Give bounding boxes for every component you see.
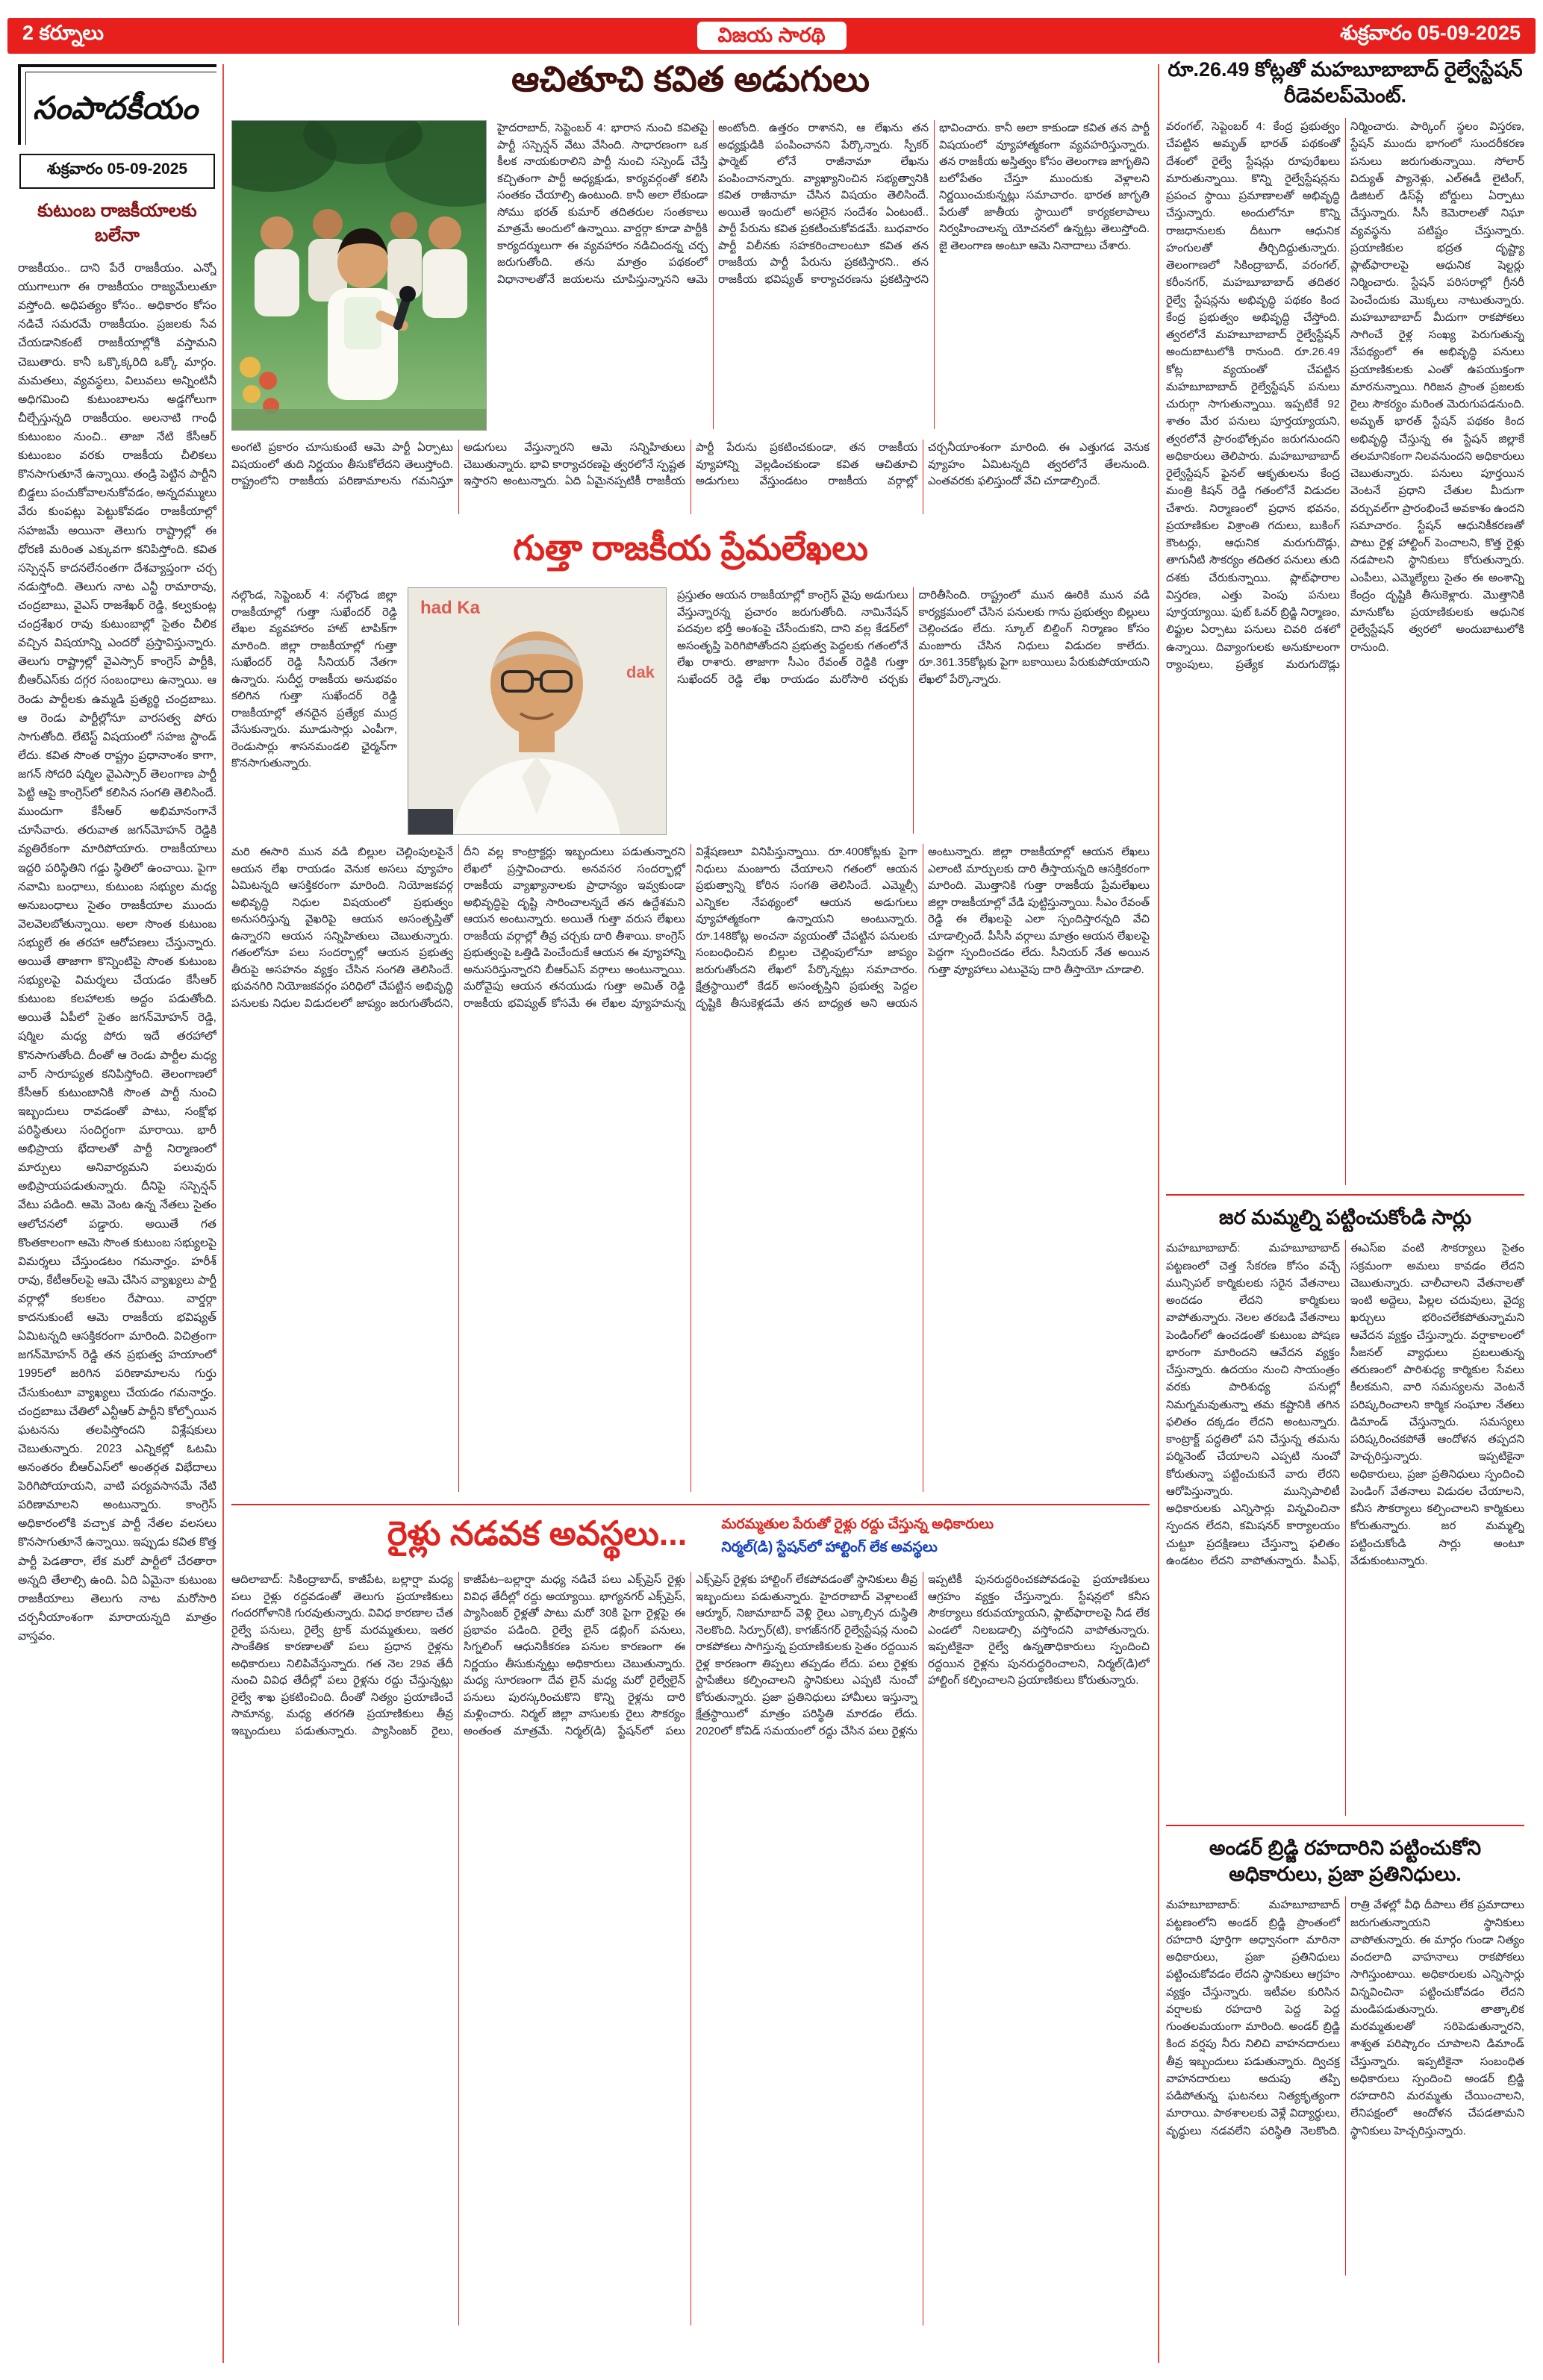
microphone-shape [408,809,453,834]
third-body: ఆదిలాబాద్: సికింద్రాబాద్, కాజీపేట, బల్లార్షా మధ్య పలు రైళ్లు రద్దవడంతో తెలుగు ప్రయాణికులు గందరగోళానికి గురవుతున్నారు. వివిధ కారణాల చేత రైల్వే పనులు, రైల్వే ట్రాక్ మరమ్మతులు, ఇతర సాంకేతిక కారణాలతో పలు ప్రధాన రైళ్లను అధికారులు నిలిపివేస్తున్నారు. గత నెల 29వ తేదీ నుంచి వివిధ తేదీల్లో పలు రైళ్లను రద్దు చేస్తున్నట్లు రైల్వే శాఖ ప్రకటించింది. దీంతో నిత్యం ప్రయాణించే సామాన్య, మధ్య తరగతి ప్రయాణికులు తీవ్ర ఇబ్బందులు పడుతున్నారు. ప్యాసింజర్ రైలు, కాజీపేట–బల్లార్షా మధ్య నడిచే పలు ఎక్స్‌ప్రెస్ రైళ్లు వివిధ తేదీల్లో రద్దు అయ్యాయి. భాగ్యనగర్ ఎక్స్‌ప్రెస్, ప్యాసింజర్ రైళ్లతో పాటు మరో 30కి పైగా రైళ్లపై ఈ ప్రభావం పడింది. రైల్వే లైన్ డబ్లింగ్ పనులు, సిగ్నలింగ్ ఆధునికీకరణ పనుల కారణంగా ఈ నిర్ణయం తీసుకున్నట్లు అధికారులు చెబుతున్నారు. మధ్య సూరణంగా దేవ లైన్ మధ్య మరో రైల్వేలైన్ పనులు పురస్కరించుకొని కొన్ని రైళ్లను దారి మళ్లించారు. నిర్మల్ జిల్లా వాసులకు రైలు సౌకర్యం అంతంత మాత్రమే. నిర్మల్(డి) స్టేషన్‌లో పలు ఎక్స్‌ప్రెస్ రైళ్లకు హాల్టింగ్ లేకపోవడంతో స్థానికులు తీవ్ర ఇబ్బందులు పడుతున్నారు. హైదరాబాద్ వెళ్లాలంటే ఆర్మూర్, నిజామాబాద్ వెళ్లి రైలు ఎక్కాల్సిన దుస్థితి నెలకొంది. సిర్పూర్(టి), కాగజ్‌నగర్ రైల్వేస్టేషన్ల నుంచి రాకపోకలు సాగిస్తున్న ప్రయాణికులకు సైతం రద్దయిన రైళ్ల కారణంగా తిప్పలు తప్పడం లేదు. పలు రైళ్లకు స్టాపేజీలు కల్పించాలని స్థానికులు ఎప్పటి నుంచో కోరుతున్నారు. ప్రజా ప్రతినిధులు హామీలు ఇస్తున్నా క్షేత్రస్థాయిలో మాత్రం పరిస్థితి మారడం లేదు. 2020లో కోవిడ్ సమయంలో రద్దు చేసిన పలు రైళ్లను ఇప్పటికీ పునరుద్ధరించకపోవడంపై ప్రయాణికులు ఆగ్రహం వ్యక్తం చేస్తున్నారు. స్టేషన్లలో కనీస సౌకర్యాలు కరువయ్యాయని, ఫ్లాట్‌ఫారాలపై నీడ లేక ఎండలో నిలబడాల్సి వస్తోందని వాపోతున్నారు. ఇప్పటికైనా రైల్వే ఉన్నతాధికారులు స్పందించి రద్దయిన రైళ్లను పునరుద్ధరించాలని, నిర్మల్(డి)లో హాల్టింగ్ కల్పించాలని ప్రయాణికులు కోరుతున్నారు. [231,1573,1150,1737]
third-subhead-line2: నిర్మల్(డి) స్టేషన్‌లో హాల్టింగ్ లేక అవస్థలు [721,1540,938,1555]
second-photo [408,587,667,835]
second-body-mid: ప్రస్తుతం ఆయన రాజకీయాల్లో కాంగ్రెస్ వైపు అడుగులు వేస్తున్నారన్న ప్రచారం జరుగుతోంది. నామినేషన్ పదవుల భర్తీ అంశంపై చేసేందుకని, దాని వల్ల కేడర్‌లో అసంతృప్తి పెరిగిపోతోందని ప్రభుత్వ పెద్దలకు గతంలోనే లేఖ రాశారు. తాజాగా సీఎం రేవంత్ రెడ్డికి గుత్తా సుఖేందర్ రెడ్డి లేఖ రాయడం మరోసారి చర్చకు దారితీసింది. రాష్ట్రంలో మున ఊరికి మున వడి కార్యక్రమంలో చేసిన పనులకు గాను ప్రభుత్వం బిల్లులు చెల్లించడం లేదు. స్కూల్ బిల్డింగ్ నిర్మాణం కోసం మంజూరు చేసిన నిధులు విడుదల కాలేదు. రూ.361.35కోట్లకు పైగా బకాయిలు పేరుకుపోయాయని లేఖలో పేర్కొన్నారు. [677,589,1150,686]
second-body-rest: మరి ఈసారి మున వడి బిల్లుల చెల్లింపులపైనే ఆయన లేఖ రాయడం వెనుక అసలు వ్యూహం ఏమిటన్నది ఆసక్తికరంగా మారింది. నియోజకవర్గ అభివృద్ధి నిధుల విషయంలో ప్రభుత్వం అనుసరిస్తున్న వైఖరిపై ఆయన అసంతృప్తితో ఉన్నారని ఆయన సన్నిహితులు చెబుతున్నారు. గతంలోనూ పలు సందర్భాల్లో ఆయన ప్రభుత్వ తీరుపై అసహనం వ్యక్తం చేసిన సంగతి తెలిసిందే. భువనగిరి నియోజకవర్గం పరిధిలో చేపట్టిన అభివృద్ధి పనులకు నిధుల విడుదలలో జాప్యం జరుగుతోందని, దీని వల్ల కాంట్రాక్టర్లు ఇబ్బందులు పడుతున్నారని లేఖలో ప్రస్తావించారు. అనవసర సందర్భాల్లో రాజకీయ వ్యాఖ్యానాలకు ప్రాధాన్యం ఇవ్వకుండా అభివృద్ధిపై దృష్టి సారించాలన్నదే తన ఉద్దేశమని ఆయన అంటున్నారు. అయితే గుత్తా వరుస లేఖలు రాజకీయ వర్గాల్లో తీవ్ర చర్చకు దారి తీశాయి. కాంగ్రెస్ ప్రభుత్వంపై ఒత్తిడి పెంచేందుకే ఆయన ఈ వ్యూహాన్ని అనుసరిస్తున్నారని బీఆర్ఎస్ వర్గాలు అంటున్నాయి. మరోవైపు ఆయన తనయుడు గుత్తా అమిత్ రెడ్డి రాజకీయ భవిష్యత్ కోసమే ఈ లేఖల వ్యూహమన్న విశ్లేషణలూ వినిపిస్తున్నాయి. రూ.400కోట్లకు పైగా నిధులు మంజూరు చేయాలని గతంలో ఆయన ప్రభుత్వాన్ని కోరిన సంగతి తెలిసిందే. ఎమ్మెల్సీ ఎన్నికల నేపథ్యంలో ఆయన అడుగులు వ్యూహాత్మకంగా ఉన్నాయని అంటున్నారు. రూ.148కోట్ల అంచనా వ్యయంతో చేపట్టిన పనులకు సంబంధించిన బిల్లుల చెల్లింపులోనూ జాప్యం జరుగుతోందని లేఖలో పేర్కొన్నట్లు సమాచారం. క్షేత్రస్థాయిలో కేడర్ అసంతృప్తిని ప్రభుత్వ పెద్దల దృష్టికి తీసుకెళ్లడమే తన బాధ్యత అని ఆయన అంటున్నారు. జిల్లా రాజకీయాల్లో ఆయన లేఖలు ఎలాంటి మార్పులకు దారి తీస్తాయన్నది ఆసక్తికరంగా మారింది. మొత్తానికి గుత్తా రాజకీయ ప్రేమలేఖలు జిల్లా రాజకీయాల్లో వేడి పుట్టిస్తున్నాయి. సీఎం రేవంత్ రెడ్డి ఈ లేఖలపై ఎలా స్పందిస్తారన్నది వేచి చూడాల్సిందే. పీసీసీ వర్గాలు మాత్రం ఆయన లేఖలపై పెద్దగా స్పందించడం లేదు. సీనియర్ నేత అయిన గుత్తా వ్యూహాలు ఎటువైపు దారి తీస్తాయో చూడాలి. [231,846,1150,1010]
section-divider [1166,1825,1524,1826]
second-article [231,528,1150,1492]
right1-body: వరంగల్, సెప్టెంబర్ 4: కేంద్ర ప్రభుత్వం చేపట్టిన అమృత్ భారత్ పథకంతో దేశంలో రైల్వే స్టేషన్లు రూపురేఖలు మారుతున్నాయి. కొన్ని రైల్వేస్టేషన్లను ప్రపంచ స్థాయి ప్రమాణాలతో అభివృద్ధి చేస్తున్నారు. అందులోనూ కొన్ని రాజధానులకు దీటుగా ఆధునిక హంగులతో తీర్చిదిద్దుతున్నారు. తెలంగాణలో సికింద్రాబాద్, వరంగల్, కరీంనగర్, మహబూబాబాద్ తదితర రైల్వే స్టేషన్లను అభివృద్ధి పథకం కింద కేంద్ర ప్రభుత్వం అభివృద్ధి చేస్తోంది. త్వరలోనే మహబూబాబాద్ రైల్వేస్టేషన్ అందుబాటులోకి రానుంది. రూ.26.49 కోట్ల వ్యయంతో చేపట్టిన మహబూబాబాద్ రైల్వేస్టేషన్ పనులు చురుగ్గా సాగుతున్నాయి. ఇప్పటికే 92 శాతం మేర పనులు పూర్తయ్యాయని, త్వరలోనే ప్రారంభోత్సవం జరుగనుందని అధికారులు తెలిపారు. మహబూబాబాద్ రైల్వేస్టేషన్ ఫైనల్ ఆకృతులను కేంద్ర మంత్రి కిషన్ రెడ్డి గతంలోనే విడుదల చేశారు. నిర్మాణంలో ప్రధాన భవనం, ప్రయాణికుల విశ్రాంతి గదులు, బుకింగ్ కౌంటర్లు, ఆధునిక మరుగుదొడ్లు, తాగునీటి సౌకర్యం తదితర పనులు తుది దశకు చేరుకున్నాయి. ప్లాట్‌ఫారాల విస్తరణ, ఎత్తు పెంపు పనులు పూర్తయ్యాయి. ఫుట్ ఓవర్ బ్రిడ్జి నిర్మాణం, లిఫ్టుల ఏర్పాటు పనులు చివరి దశలో ఉన్నాయి. దివ్యాంగులకు అనుకూలంగా ర్యాంపులు, ప్రత్యేక మరుగుదొడ్లు నిర్మించారు. పార్కింగ్ స్థలం విస్తరణ, స్టేషన్ ముందు భాగంలో సుందరీకరణ పనులు జరుగుతున్నాయి. సోలార్ విద్యుత్ ప్యానెళ్లు, ఎల్ఈడీ లైటింగ్, డిజిటల్ డిస్‌ప్లే బోర్డులు ఏర్పాటు చేస్తున్నారు. సీసీ కెమెరాలతో నిఘా వ్యవస్థను పటిష్టం చేస్తున్నారు. ప్రయాణికుల భద్రత దృష్ట్యా ప్లాట్‌ఫారాలపై ఆధునిక షెల్టర్లు నిర్మించారు. స్టేషన్ పరిసరాల్లో గ్రీనరీ పెంచేందుకు మొక్కలు నాటుతున్నారు. మహబూబాబాద్ మీదుగా రాకపోకలు సాగించే రైళ్ల సంఖ్య పెరుగుతున్న నేపథ్యంలో ఈ అభివృద్ధి పనులు ప్రయాణికులకు ఎంతో ఉపయుక్తంగా మారనున్నాయి. గిరిజన ప్రాంత ప్రజలకు రైలు సౌకర్యం మరింత మెరుగుపడనుంది. అమృత్ భారత్ స్టేషన్ పథకం కింద అభివృద్ధి చేస్తున్న ఈ స్టేషన్ జిల్లాకే తలమానికంగా నిలవనుందని అధికారులు చెబుతున్నారు. పనులు పూర్తయిన వెంటనే ప్రధాని చేతుల మీదుగా వర్చువల్‌గా ప్రారంభించే అవకాశం ఉందని సమాచారం. స్టేషన్ ఆధునికీకరణతో పాటు రైళ్ల హాల్టింగ్ పెంచాలని, కొత్త రైళ్లు నడపాలని స్థానికులు కోరుతున్నారు. ఎంపీలు, ఎమ్మెల్యేలు సైతం ఈ అంశాన్ని కేంద్రం దృష్టికి తీసుకెళ్లారు. మొత్తానికి మానుకోట ప్రయాణికులకు ఆధునిక రైల్వేస్టేషన్ త్వరలో అందుబాటులోకి రానుంది. [1166,120,1524,671]
right-article-3 [1166,1835,1524,2276]
editorial-date-box: శుక్రవారం 05-09-2025 [19,154,215,189]
lead-body-rest: అంగటి ప్రకారం చూసుకుంటే ఆమె పార్టీ ఏర్పాటు విషయంలో తుది నిర్ణయం తీసుకోలేదని తెలుస్తోంది. రాష్ట్రంలోని రాజకీయ పరిణామాలను గమనిస్తూ అడుగులు వేస్తున్నారని ఆమె సన్నిహితులు చెబుతున్నారు. భావి కార్యాచరణపై త్వరలోనే స్పష్టత ఇస్తారని అంటున్నారు. ఏది ఏమైనప్పటికీ రాజకీయ పార్టీ పేరును ప్రకటించకుండా, తన రాజకీయ వ్యూహాన్ని వెల్లడించకుండా కవిత ఆచితూచి అడుగులు వేస్తుండటం రాజకీయ వర్గాల్లో చర్చనీయాంశంగా మారింది. ఈ ఎత్తుగడ వెనుక వ్యూహం ఏమిటన్నది త్వరలోనే తేలనుంది. ఎంతవరకు ఫలిస్తుందో వేచి చూడాల్సిందే. [231,441,1150,487]
right1-headline: రూ.26.49 కోట్లతో మహబూబాబాద్ రైల్వేస్టేషన్ రీడెవలప్‌మెంట్. [1168,58,1523,107]
third-subhead [721,1517,994,1559]
third-subhead-line1: మరమ్మతుల పేరుతో రైళ్లు రద్దు చేస్తున్న అధికారులు [721,1517,994,1532]
lead-body-top: హైదరాబాద్, సెప్టెంబర్ 4: భారాస నుంచి కవితపై పార్టీ సస్పెన్షన్ వేటు వేసింది. సాధారణంగా ఒక కీలక నాయకురాలిని పార్టీ నుంచి సస్పెండ్ చేస్తే కచ్చితంగా పార్టీ అధ్యక్షుడు, కార్యవర్గంతో కలిసి సంతకం చేయాల్సి ఉంటుంది. కానీ అలా లేకుండా సోము భరత్ కుమార్ తదితరుల సంతకాలు మాత్రమే అందులో ఉన్నాయి. వార్డర్గా కూడా పార్టీకి కార్యదర్శులుగా ఈ వ్యవహారం నడిచిందన్న చర్చ జరుగుతోంది. తను మాత్రం పథకంలో విధానాలతోనే జయలను చూపిస్తున్నానని ఆమె అంటోంది. ఉత్తరం రాశానని, ఆ లేఖను తన అధ్యక్షుడికి పంపించానని పేర్కొన్నారు. స్పీకర్ ఫార్మెట్ లోనే రాజీనామా లేఖను పంపించానన్నారు. వ్యాఖ్యానించిన సభ్యత్వానికి కవిత రాజీనామా చేసిన విషయం తెలిసిందే. అయితే ఇందులో అసలైన సందేశం ఏంటంటే.. పార్టీ పేరును కవిత ప్రకటించుకోవడమే. బుధవారం పార్టీ విలీనకు సహకరించాలంటూ కవిత తన రాజకీయ పార్టీ పేరును ప్రకటిస్తారని.. తన రాజకీయ భవిష్యత్ కార్యాచరణను ప్రకటిస్తారని భావించారు. కానీ అలా కాకుండా కవిత తన పార్టీ విషయంలో వ్యూహాత్మకంగా వ్యవహరిస్తున్నారు. తన రాజకీయ అస్తిత్వం కోసం తెలంగాణ జాగృతిని బలోపేతం చేస్తూ ముందుకు వెళ్లాలని నిర్ణయించుకున్నట్లు సమాచారం. భారత జాగృతి పేరుతో జాతీయ స్థాయిలో కార్యకలాపాలు నిర్వహించాలన్న యోచనలో ఉన్నట్లు తెలుస్తోంది. జై తెలంగాణ అంటూ ఆమె నినాదాలు చేశారు. [497,122,1150,286]
editorial-headline: కుటుంబ రాజకీయాలకు బలేనా [37,201,197,246]
politician-portrait-illustration [408,588,666,834]
column-divider-left [222,64,224,2363]
column-divider-right [1158,64,1159,2363]
masthead-bar [7,18,1536,54]
right-article-1 [1166,57,1524,1185]
page-number-label: 2 కర్నూలు [22,22,105,44]
second-body-left: నల్గొండ, సెప్టెంబర్ 4: నల్గొండ జిల్లా రాజకీయాల్లో గుత్తా సుఖేందర్ రెడ్డి లేఖల వ్యవహారం హాట్ టాపిక్‌గా మారింది. జిల్లా రాజకీయాల్లో గుత్తా సుఖేందర్ రెడ్డి సీనియర్ నేతగా ఉన్నారు. సుదీర్ఘ రాజకీయ అనుభవం కలిగిన గుత్తా సుఖేందర్ రెడ్డి రాజకీయాల్లో తనదైన ప్రత్యేక ముద్ర వేసుకున్నారు. మూడుసార్లు ఎంపీగా, రెండుసార్లు శాసనమండలి ఛైర్మన్‌గా కొనసాగుతున్నారు. [231,589,397,769]
banner-text-fragment-2: dak [626,663,655,681]
right3-body: మహబూబాబాద్: మహబూబాబాద్ పట్టణంలోని అండర్ బ్రిడ్జి ప్రాంతంలో రహదారి పూర్తిగా అధ్వానంగా మారినా అధికారులు, ప్రజా ప్రతినిధులు పట్టించుకోవడం లేదని స్థానికులు ఆగ్రహం వ్యక్తం చేస్తున్నారు. ఇటీవల కురిసిన వర్షాలకు రహదారి పెద్ద పెద్ద గుంతలమయంగా మారింది. అండర్ బ్రిడ్జి కింద వర్షపు నీరు నిలిచి వాహనదారులు తీవ్ర ఇబ్బందులు పడుతున్నారు. ద్విచక్ర వాహనదారులు అదుపు తప్పి పడిపోతున్న ఘటనలు నిత్యకృత్యంగా మారాయి. పాఠశాలలకు వెళ్లే విద్యార్థులు, వృద్ధులు నడవలేని పరిస్థితి నెలకొంది. రాత్రి వేళల్లో వీధి దీపాలు లేక ప్రమాదాలు జరుగుతున్నాయని స్థానికులు వాపోతున్నారు. ఈ మార్గం గుండా నిత్యం వందలాది వాహనాలు రాకపోకలు సాగిస్తుంటాయి. అధికారులకు ఎన్నిసార్లు విన్నవించినా పట్టించుకోవడం లేదని మండిపడుతున్నారు. తాత్కాలిక మరమ్మతులతో సరిపెడుతున్నారని, శాశ్వత పరిష్కారం చూపాలని డిమాండ్ చేస్తున్నారు. ఇప్పటికైనా సంబంధిత అధికారులు స్పందించి అండర్ బ్రిడ్జి రహదారిని మరమ్మతు చేయించాలని, లేనిపక్షంలో ఆందోళన చేపడతామని స్థానికులు హెచ్చరిస్తున్నారు. [1166,1899,1524,2137]
center-section [231,57,1150,2326]
lead-headline: ఆచితూచి కవిత అడుగులు [511,59,870,99]
paper-name-badge: విజయ సారథి [696,22,846,49]
section-divider [1166,1194,1524,1196]
right2-headline: జర మమ్మల్ని పట్టించుకోండి సార్లు [1218,1206,1472,1229]
editorial-column [18,64,216,2367]
third-headline: రైళ్లు నడవక అవస్థలు... [387,1514,688,1552]
right-section [1166,57,1524,2276]
second-headline: గుత్తా రాజకీయ ప్రేమలేఖలు [513,528,868,567]
editorial-body: రాజకీయం.. దాని పేరే రాజకీయం. ఎన్నో యుగాలుగా ఈ రాజకీయం రాజ్యమేలుతూ వస్తోంది. అధిపత్యం కోసం.. అధికారం కోసం నడిచే సమరమే రాజకీయం. ప్రజలకు సేవ చేయడానికంటే రాజకీయాల్లోకి వస్తామని చెబుతారు. కానీ ఒక్కొక్కరిది ఒక్కో మార్గం. మమతలు, వ్యవస్థలు, విలువలు అన్నింటినీ అధిగమించి కుటుంబాలను అడ్డగోలుగా చీల్చేస్తున్నది రాజకీయం. అలనాటి గాంధీ కుటుంబం నుంచి.. తాజా నేటి కేసీఆర్ కుటుంబం వరకు రాజకీయ చీలికలు కొనసాగుతూనే ఉన్నాయి. తండ్రి పెట్టిన పార్టీని బిడ్డలు పంచుకోవాలనుకోవడం, అన్నదమ్ములు వేరు కుంపట్లు పెట్టుకోవడం రాజకీయాల్లో సహజమే అయినా తెలుగు రాష్ట్రాల్లో ఈ ధోరణి మరింత ఎక్కువగా కనిపిస్తోంది. కవిత సస్పెన్షన్ కాదనలేనంతగా దేశవ్యాప్తంగా చర్చ నడుస్తోంది. తెలుగు నాట ఎన్టీ రామారావు, చంద్రబాబు, వైఎస్ రాజశేఖర్ రెడ్డి, కల్వకుంట్ల చంద్రశేఖర రావు కుటుంబాల్లో సైతం చీలిక వచ్చిన విషయాన్ని ఎందరో ప్రస్తావిస్తున్నారు. తెలుగు రాష్ట్రాల్లో వైఎస్సార్ కాంగ్రెస్ పార్టీకి, బీఆర్ఎస్‌కు దగ్గర సంబంధాలు ఉన్నాయి. ఆ రెండు పార్టీలకు ఉమ్మడి ప్రత్యర్థి చంద్రబాబు. ఆ రెండు పార్టీల్లోనూ వారసత్వ పోరు సాగుతోంది. లేటెస్ట్ విషయంలో సహజ స్టాండ్ లేదు. కవిత సొంత రాష్ట్రం ప్రధానాంశం కాగా, జగన్ సోదరి షర్మిల వైఎస్సార్ తెలంగాణ పార్టీ పెట్టి ఆపై కాంగ్రెస్‌లో కలిసిన సంగతి తెలిసిందే. ముందుగా కేసీఆర్ అభిమానంగానే చూసేవారు. తరువాత జగన్‌మోహన్ రెడ్డికి వ్యతిరేకంగా మారిపోయారు. రాజకీయాలు ఇద్దరి పరిస్థితిని గడ్డు స్థితిలో ఉంచాయి. పైగా నవామి బంధాలు, కుటుంబ సభ్యుల మధ్య అనుబంధాలు సైతం రాజకీయాల ముందు వెలవెలబోతున్నాయి. అలా సొంత కుటుంబ సభ్యులే ఈ తరహా ఆరోపణలు చేస్తున్నారు. అయితే తాజాగా కొన్నింటిపై సొంత కుటుంబ సభ్యులపై విమర్శలు చేయడం కేసీఆర్ కుటుంబ కలహాలకు అద్దం పడుతోంది. అయితే ఏపీలో సైతం జగన్‌మోహన్ రెడ్డి, షర్మిల మధ్య పోరు ఇదే తరహాలో కొనసాగుతోంది. దీంతో ఆ రెండు పార్టీల మధ్య వార్ సారూప్యత కనిపిస్తోంది. తెలంగాణలో కేసీఆర్ కుటుంబానికి సొంత పార్టీ నుంచి ఇబ్బందులు రావడంతో పాటు, సంక్షోభ పరిస్థితులు సందిగ్ధంగా మారాయి. భారీ అభిప్రాయ భేదాలతో పార్టీ నిర్మాణంలో మార్పులు అనివార్యమని పలువురు అభిప్రాయపడుతున్నారు. దీనిపై సస్పెన్షన్ వేటు పడింది. ఆమె వెంట ఉన్న నేతలు సైతం ఆలోచనలో పడ్డారు. అయితే గత కొంతకాలంగా ఆమె సొంత కుటుంబ సభ్యులపై విమర్శలు చేస్తుండటం గమనార్హం. హరీశ్ రావు, కేటీఆర్‌లపై ఆమె చేసిన వ్యాఖ్యలు పార్టీ వర్గాల్లో కలకలం రేపాయి. వార్డర్గా కాదనుకుంటే ఆమె రాజకీయ భవిష్యత్ ఏమిటన్నది ఆసక్తికరంగా మారింది. విచిత్రంగా జగన్‌మోహన్ రెడ్డి తన ప్రభుత్వ హయాంలో 1995లో జరిగిన పరిణామాలను గుర్తు చేసుకుంటూ వ్యాఖ్యలు చేయడం గమనార్హం. చంద్రబాబు చేతిలో ఎన్టీఆర్ పార్టీని కోల్పోయిన ఘటనను తలపిస్తోందని విశ్లేషకులు చెబుతున్నారు. 2023 ఎన్నికల్లో ఓటమి అనంతరం బీఆర్ఎస్‌లో అంతర్గత విభేదాలు పెరిగిపోయాయని, వాటి పర్యవసానమే నేటి పరిణామాలని అంటున్నారు. కాంగ్రెస్ అధికారంలోకి వచ్చాక పార్టీ నేతల వలసలు కొనసాగుతూనే ఉన్నాయి. ఇప్పుడు కవిత కొత్త పార్టీ పెడతారా, లేక మరో పార్టీలో చేరతారా అన్నది తేలాల్సి ఉంది. ఏది ఏమైనా కుటుంబ రాజకీయాలు తెలుగు నాట మరోసారి చర్చనీయాంశంగా మారాయన్నది మాత్రం వాస్తవం. [18,262,216,1643]
third-article [231,1504,1150,2326]
press-conference-illustration [232,121,486,430]
editorial-section-title: సంపాదకీయం [18,64,216,145]
right3-headline: అండర్ బ్రిడ్జి రహదారిని పట్టించుకోని అధికారులు, ప్రజా ప్రతినిధులు. [1209,1837,1482,1886]
right-article-2 [1166,1205,1524,1816]
right2-body: మహబూబాబాద్: మహబూబాబాద్ పట్టణంలో చెత్త సేకరణ కోసం వచ్చే మున్సిపల్ కార్మికులకు సరైన వేతనాలు అందడం లేదని కార్మికులు వాపోతున్నారు. నెలల తరబడి వేతనాలు పెండింగ్‌లో ఉంచడంతో కుటుంబ పోషణ భారంగా మారిందని ఆవేదన వ్యక్తం చేస్తున్నారు. ఉదయం నుంచి సాయంత్రం వరకు పారిశుధ్య పనుల్లో నిమగ్నమవుతున్నా తమ కష్టానికి తగిన ఫలితం దక్కడం లేదని అంటున్నారు. కాంట్రాక్ట్ పద్ధతిలో పని చేస్తున్న తమను పర్మినెంట్ చేయాలని ఎప్పటి నుంచో కోరుతున్నా పట్టించుకునే వారు లేరని ఆరోపిస్తున్నారు. మున్సిపాలిటీ అధికారులకు ఎన్నిసార్లు విన్నవించినా స్పందన లేదని, కమిషనర్ కార్యాలయం చుట్టూ ప్రదక్షిణలు చేస్తున్నా ఫలితం ఉండటం లేదని వాపోతున్నారు. పీఎఫ్, ఈఎస్ఐ వంటి సౌకర్యాలు సైతం సక్రమంగా అమలు కావడం లేదని చెబుతున్నారు. చాలీచాలని వేతనాలతో ఇంటి అద్దెలు, పిల్లల చదువులు, వైద్య ఖర్చులు భరించలేకపోతున్నామని ఆవేదన వ్యక్తం చేస్తున్నారు. వర్షాకాలంలో సీజనల్ వ్యాధులు ప్రబలుతున్న తరుణంలో పారిశుధ్య కార్మికుల సేవలు కీలకమని, వారి సమస్యలను వెంటనే పరిష్కరించాలని కార్మిక సంఘాల నేతలు డిమాండ్ చేస్తున్నారు. సమస్యలు పరిష్కరించకపోతే ఆందోళన తప్పదని హెచ్చరిస్తున్నారు. ఇప్పటికైనా అధికారులు, ప్రజా ప్రతినిధులు స్పందించి పెండింగ్ వేతనాలు విడుదల చేయాలని, కనీస సౌకర్యాలు కల్పించాలని కార్మికులు కోరుతున్నారు. జర మమ్మల్ని పట్టించుకోండి సార్లు అంటూ వేడుకుంటున్నారు. [1166,1242,1524,1567]
banner-text-fragment-1: had Ka [420,598,481,618]
lead-article [231,58,1150,514]
masthead-date: శుక్రవారం 05-09-2025 [1340,22,1521,44]
lead-photo [231,120,487,431]
